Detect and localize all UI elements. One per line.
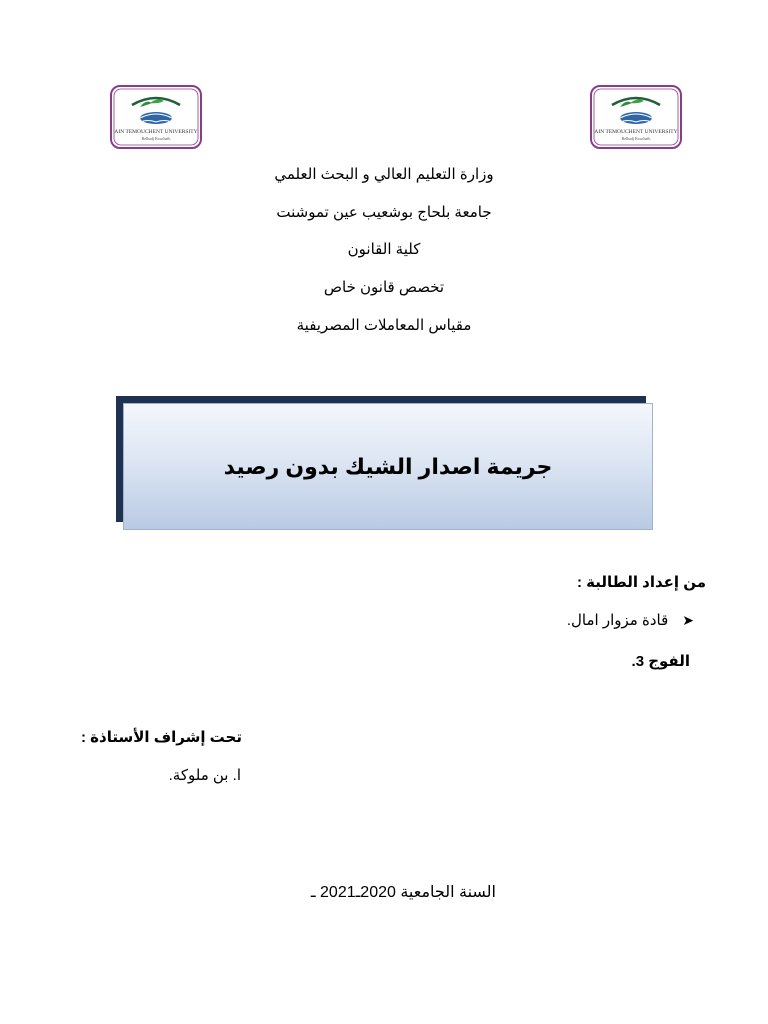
document-title: جريمة اصدار الشيك بدون رصيد xyxy=(223,453,553,479)
faculty-line: كلية القانون xyxy=(347,241,421,258)
ministry-line: وزارة التعليم العالي و البحث العلمي xyxy=(274,166,494,183)
module-line: مقياس المعاملات المصريفية xyxy=(296,317,472,334)
prepared-by-heading: من إعداد الطالبة : xyxy=(576,574,706,591)
specialty-line: تخصص قانون خاص xyxy=(323,279,445,296)
student-name: قادة مزوار امال. xyxy=(566,612,669,629)
student-list-item xyxy=(567,611,694,629)
supervisor-heading: تحت إشراف الأستاذة : xyxy=(81,729,242,746)
group-label: الفوج 3. xyxy=(631,653,690,670)
svg-text:AIN TEMOUCHENT UNIVERSITY: AIN TEMOUCHENT UNIVERSITY xyxy=(114,129,198,135)
university-logo-right xyxy=(590,85,682,149)
academic-year: السنة الجامعية 2020ـ2021 ـ xyxy=(310,884,496,901)
arrowhead-bullet-icon: ➤ xyxy=(682,611,694,628)
university-line: جامعة بلحاج بوشعيب عين تموشنت xyxy=(276,204,492,221)
svg-text:Belhadj Bouchaib: Belhadj Bouchaib xyxy=(141,136,171,141)
svg-text:Belhadj Bouchaib: Belhadj Bouchaib xyxy=(621,136,651,141)
university-logo-left xyxy=(110,85,202,149)
supervisor-name: ا. بن ملوكة. xyxy=(168,767,241,784)
svg-text:AIN TEMOUCHENT UNIVERSITY: AIN TEMOUCHENT UNIVERSITY xyxy=(594,129,678,135)
title-box xyxy=(123,403,653,530)
